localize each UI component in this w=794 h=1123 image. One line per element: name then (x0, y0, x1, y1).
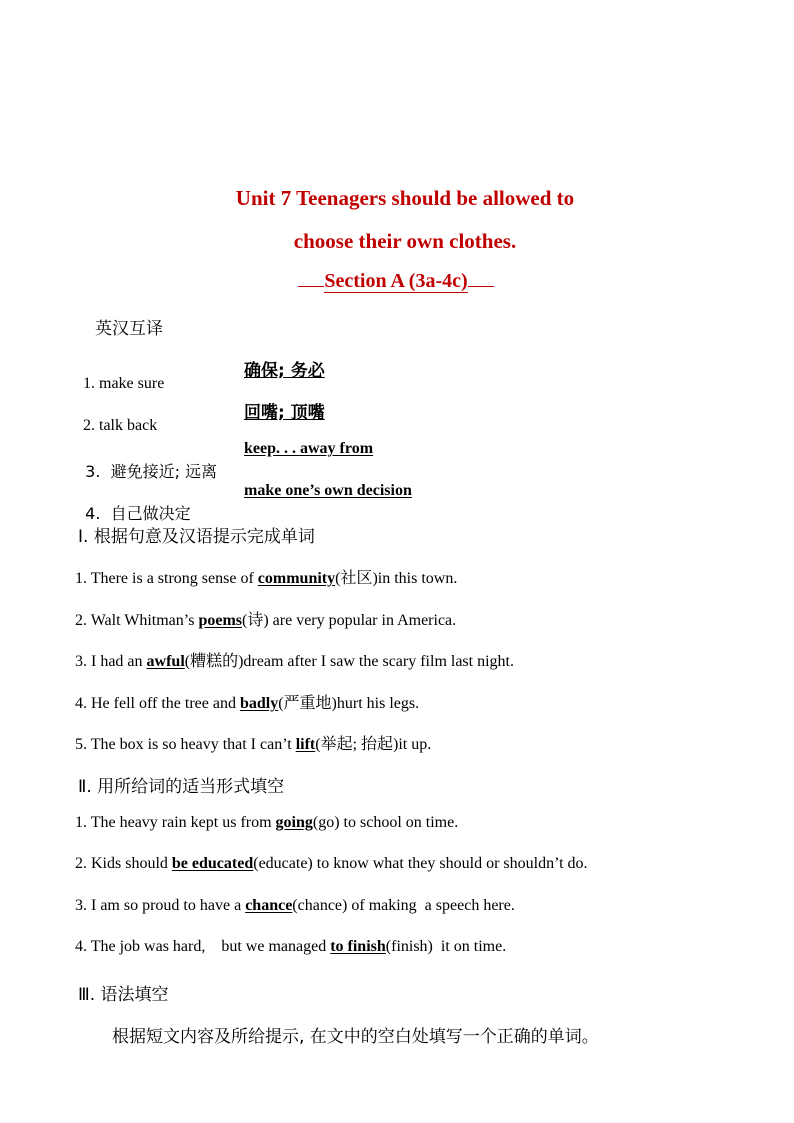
exercise-line: 4. He fell off the tree and badly(严重地)hurt his legs. (75, 695, 420, 712)
vocab-item (75, 440, 217, 482)
answer-blank: awful (146, 653, 185, 670)
part2-heading: Ⅱ. 用所给词的适当形式填空 (78, 777, 285, 797)
answer-blank: poems (198, 612, 243, 629)
answer-blank: lift (295, 736, 316, 753)
exercise-line: 5. The box is so heavy that I can’t lift(举起; 抬起)it up. (75, 736, 432, 753)
vocab-item (75, 357, 164, 393)
exercise-line: 1. There is a strong sense of community(社区)in this town. (75, 570, 458, 587)
answer-blank: to finish (330, 938, 386, 955)
vocab-prompt: 1. make sure (83, 375, 165, 392)
answer-blank: community (257, 570, 336, 587)
answer-blank: chance (245, 897, 293, 914)
part3-instruction: 根据短文内容及所给提示, 在文中的空白处填写一个正确的单词。 (112, 1027, 599, 1047)
title-line-2: choose their own clothes. (293, 229, 517, 253)
title-line-1: Unit 7 Teenagers should be allowed to (235, 186, 575, 210)
section-rule-right (468, 286, 494, 287)
vocab-item (75, 399, 157, 435)
exercise-line: 3. I had an awful(糟糕的)dream after I saw the scary film last night. (75, 653, 514, 670)
vocab-heading: 英汉互译 (95, 319, 163, 339)
section-rule-left (298, 286, 324, 287)
part1-heading: Ⅰ. 根据句意及汉语提示完成单词 (78, 527, 315, 547)
vocab-answer: 确保; 务必 (244, 361, 325, 381)
answer-blank: badly (239, 695, 279, 712)
part3-heading: Ⅲ. 语法填空 (78, 985, 169, 1005)
exercise-line: 1. The heavy rain kept us from going(go) to school on time. (75, 814, 459, 831)
vocab-answer: make one’s own decision (244, 482, 412, 499)
vocab-item (75, 482, 191, 524)
section-title (0, 270, 792, 293)
vocab-answer: 回嘴; 顶嘴 (244, 403, 325, 423)
answer-blank: be educated (171, 855, 254, 872)
exercise-line: 4. The job was hard, but we managed to finish(finish) it on time. (75, 938, 507, 955)
vocab-prompt: 2. talk back (83, 417, 158, 434)
exercise-line: 2. Kids should be educated(educate) to know what they should or shouldn’t do. (75, 855, 588, 872)
vocab-prompt: 3. 避免接近; 远离 (85, 462, 218, 481)
vocab-prompt: 4. 自己做决定 (85, 504, 191, 523)
answer-blank: going (275, 814, 313, 831)
exercise-line: 2. Walt Whitman’s poems(诗) are very popular in America. (75, 612, 457, 629)
exercise-line: 3. I am so proud to have a chance(chance) of making a speech here. (75, 897, 515, 914)
vocab-answer: keep. . . away from (244, 440, 374, 457)
section-label: Section A (3a-4c) (324, 270, 468, 292)
